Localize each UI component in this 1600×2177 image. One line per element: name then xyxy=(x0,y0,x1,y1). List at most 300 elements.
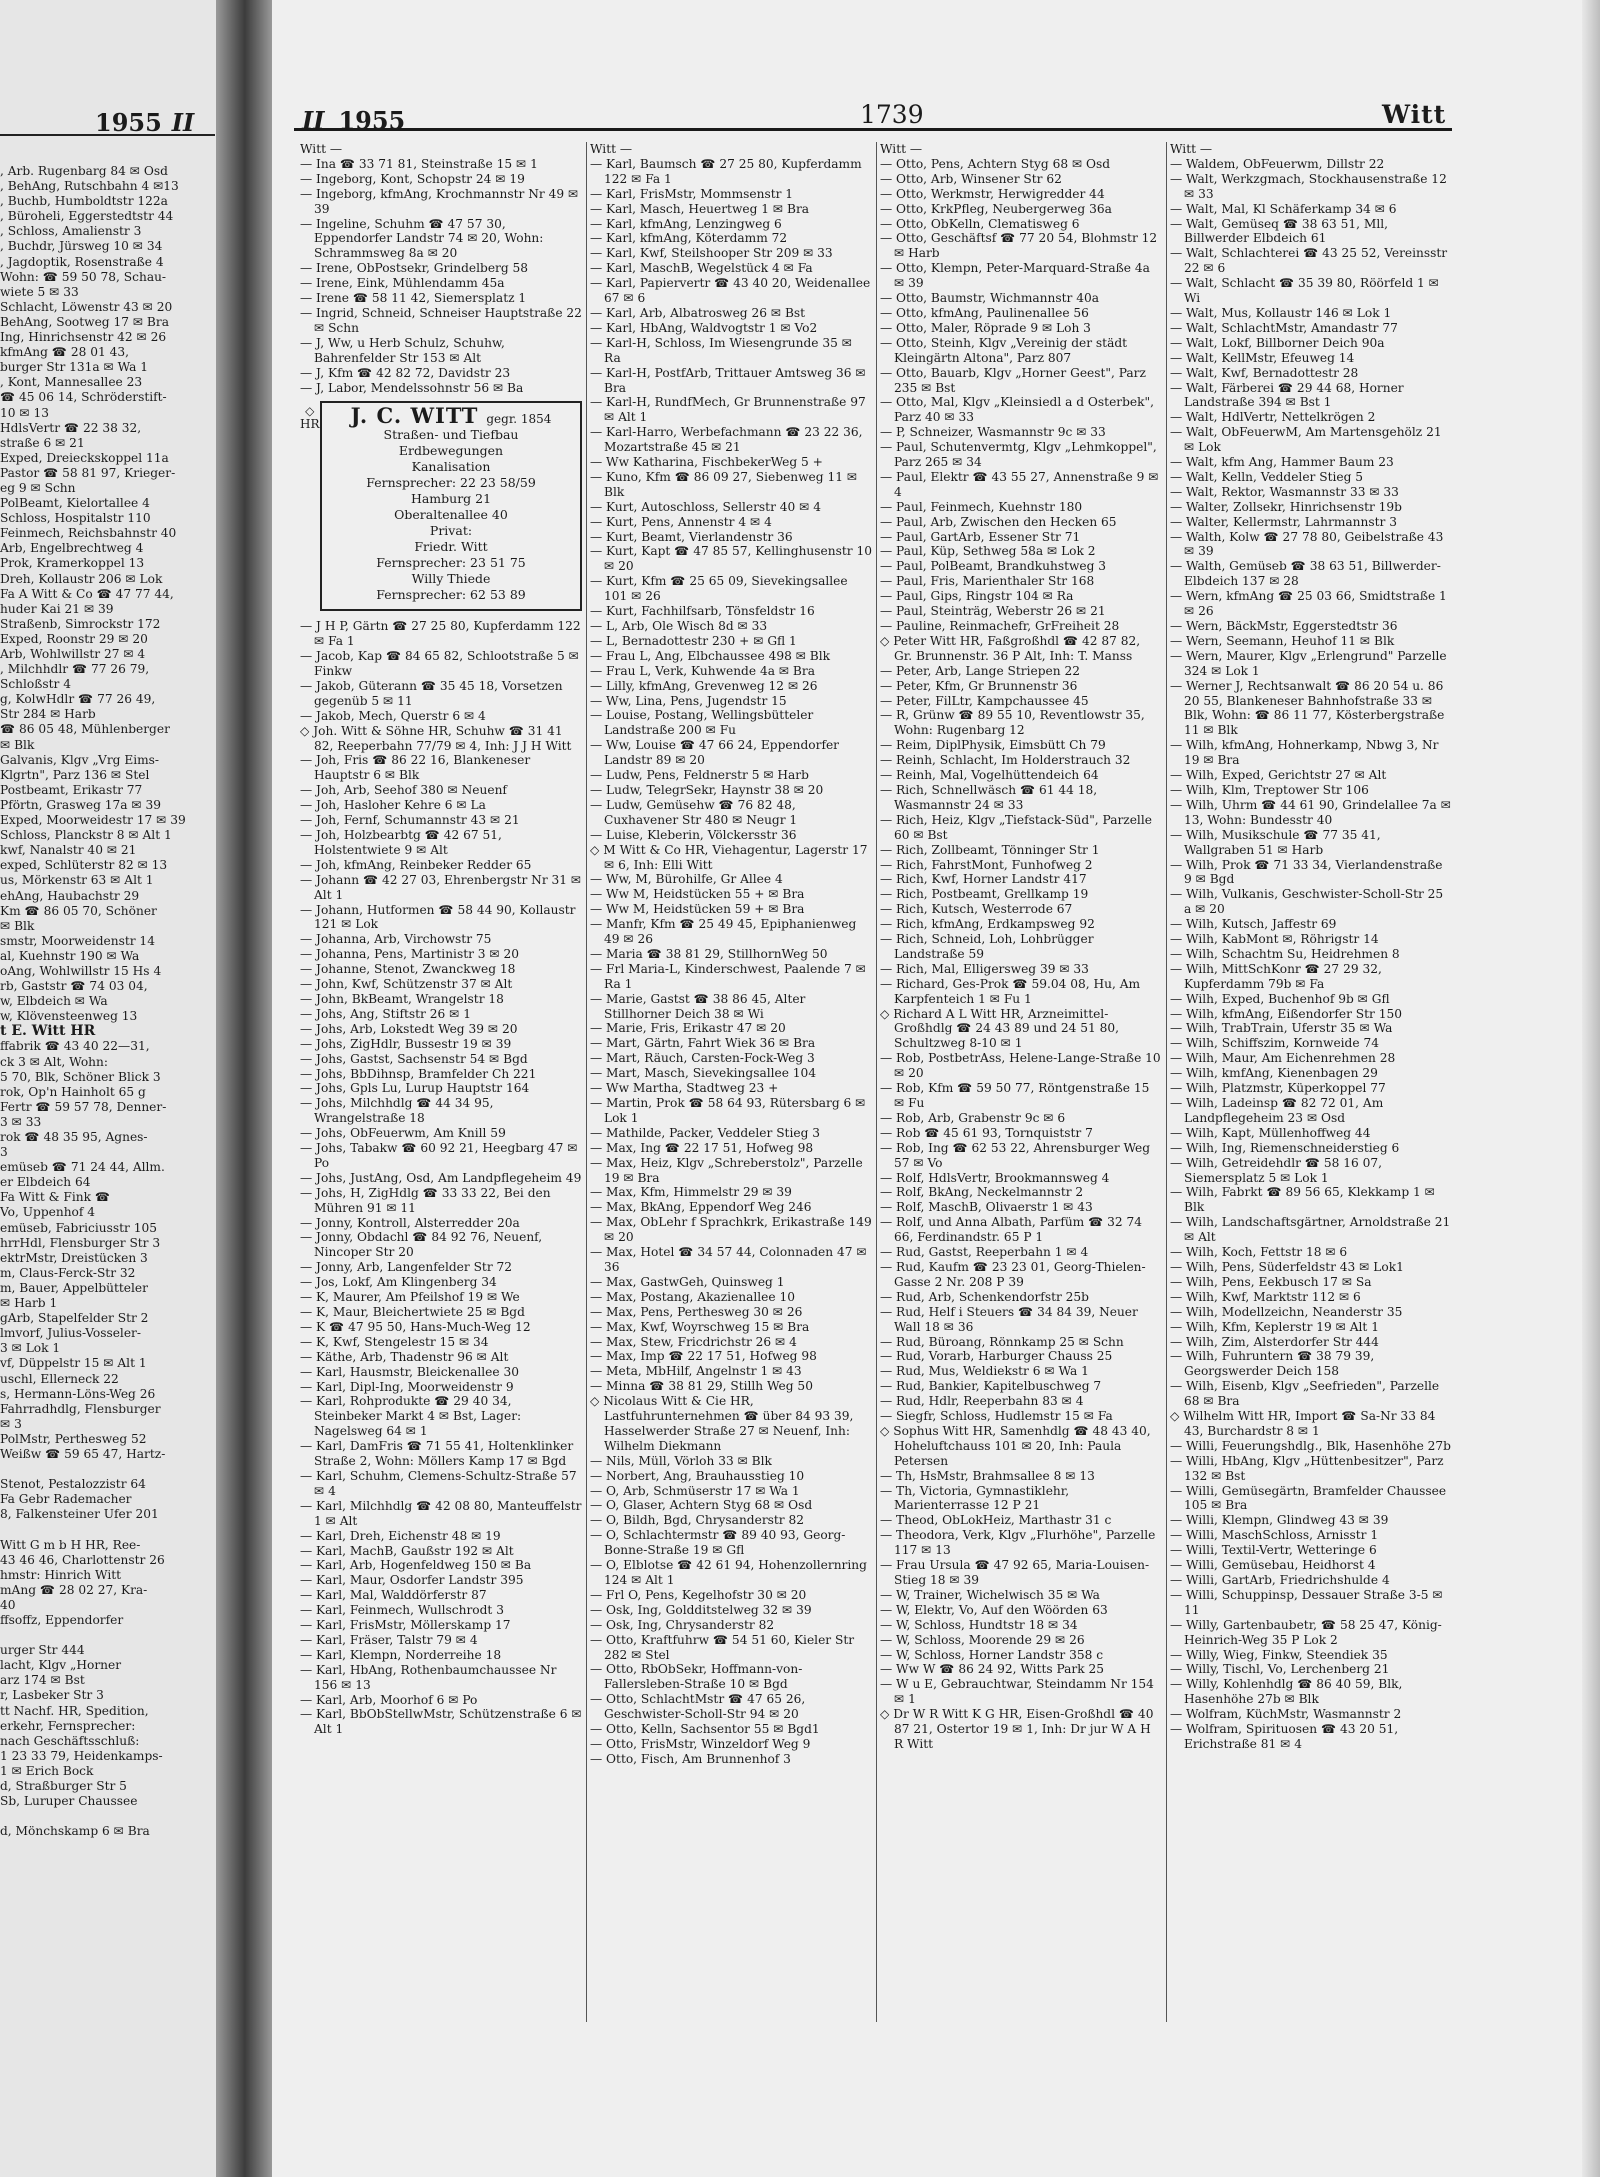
directory-entry: — Paul, Arb, Zwischen den Hecken 65 xyxy=(880,514,1117,529)
left-listing-line: straße 6 ✉ 21 xyxy=(0,435,85,450)
left-listing-line: 10 ✉ 13 xyxy=(0,405,49,420)
directory-entry: — Wilh, Musikschule ☎ 77 35 41, Wallgraben 51 ✉ Harb xyxy=(1170,827,1381,857)
directory-entry: — Wilh, Fabrkt ☎ 89 56 65, Klekkamp 1 ✉ Blk xyxy=(1170,1185,1435,1215)
directory-entry: — Karl, BbObStellwMstr, Schützenstraße 6 ✉ Alt 1 xyxy=(300,1707,582,1737)
directory-entry: — Johs, JustAng, Osd, Am Landpflegeheim 49 xyxy=(300,1170,582,1185)
left-listing-line: erkehr, Fernsprecher: xyxy=(0,1718,136,1733)
directory-entry: — O, Bildh, Bgd, Chrysanderstr 82 xyxy=(590,1513,805,1528)
left-listing-line: exped, Schlüterstr 82 ✉ 13 xyxy=(0,858,168,873)
directory-entry: — Wilh, Kfm, Keplerstr 19 ✉ Alt 1 xyxy=(1170,1319,1379,1334)
directory-entry: — Karl, MaschB, Wegelstück 4 ✉ Fa xyxy=(590,261,813,276)
directory-entry: — Ww M, Heidstücken 55 + ✉ Bra xyxy=(590,887,805,902)
directory-entry: — J H P, Gärtn ☎ 27 25 80, Kupferdamm 122 ✉ Fa 1 xyxy=(300,619,581,649)
directory-entry: — Th, HsMstr, Brahmsallee 8 ✉ 13 xyxy=(880,1468,1095,1483)
directory-entry: — Otto, Fisch, Am Brunnenhof 3 xyxy=(590,1751,791,1766)
directory-entry: — Kurt, Pens, Annenstr 4 ✉ 4 xyxy=(590,514,772,529)
left-listing-line: 8, Falkensteiner Ufer 201 xyxy=(0,1507,159,1522)
directory-entry: — Willi, MaschSchloss, Arnisstr 1 xyxy=(1170,1528,1379,1543)
left-listing-line: , Büroheli, Eggerstedtstr 44 xyxy=(0,209,174,224)
left-listing-line: Exped, Dreieckskoppel 11a xyxy=(0,450,169,465)
directory-entry: — Walt, Kelln, Veddeler Stieg 5 xyxy=(1170,469,1364,484)
directory-entry: — Marie, Gastst ☎ 38 86 45, Alter Stillhorner Deich 38 ✉ Wi xyxy=(590,991,806,1021)
directory-entry: — Lilly, kfmAng, Grevenweg 12 ✉ 26 xyxy=(590,678,818,693)
directory-entry: — Walt, Werkzgmach, Stockhausenstraße 12 ✉ 33 xyxy=(1170,171,1447,201)
column-rule xyxy=(586,142,587,2022)
directory-entry: — Walt, Lokf, Billborner Deich 90a xyxy=(1170,335,1385,350)
left-listing-line: Fa Gebr Rademacher xyxy=(0,1492,132,1507)
directory-entry: — Karl, HbAng, Rothenbaumchaussee Nr 156 ✉ 13 xyxy=(300,1662,557,1692)
directory-entry: — Frau L, Verk, Kuhwende 4a ✉ Bra xyxy=(590,663,815,678)
directory-entry: — Richard, Ges-Prok ☎ 59.04 08, Hu, Am Karpfenteich 1 ✉ Fu 1 xyxy=(880,976,1141,1006)
directory-entry: — Karl, Klempn, Norderreihe 18 xyxy=(300,1647,502,1662)
directory-entry: — Rob, Arb, Grabenstr 9c ✉ 6 xyxy=(880,1110,1066,1125)
left-listing-line: ✉ 3 xyxy=(0,1416,22,1431)
directory-entry: — Rud, Gastst, Reeperbahn 1 ✉ 4 xyxy=(880,1245,1089,1260)
directory-entry: — Jakob, Güterann ☎ 35 45 18, Vorsetzen gegenüb 5 ✉ 11 xyxy=(300,678,563,708)
directory-entry: — Max, GastwGeh, Quinsweg 1 xyxy=(590,1274,785,1289)
left-listing-line: hmstr: Hinrich Witt xyxy=(0,1567,122,1582)
directory-entry: — Mart, Gärtn, Fahrt Wiek 36 ✉ Bra xyxy=(590,1036,816,1051)
directory-entry: — Wilh, Pens, Eekbusch 17 ✉ Sa xyxy=(1170,1274,1372,1289)
directory-entry: — Karl, FrisMstr, Möllerskamp 17 xyxy=(300,1618,511,1633)
left-listing-line: gArb, Stapelfelder Str 2 xyxy=(0,1311,149,1326)
directory-entry: — Karl, Rohprodukte ☎ 29 40 34, Steinbeker Markt 4 ✉ Bst, Lager: Nagelsweg 64 ✉ 1 xyxy=(300,1394,522,1439)
left-listing-line: ffsoffz, Eppendorfer xyxy=(0,1613,124,1627)
left-listing-line: Arb, Wohlwillstr 27 ✉ 4 xyxy=(0,647,146,661)
left-listing-line: 1 23 33 79, Heidenkamps- xyxy=(0,1748,163,1763)
left-listing-line: Vo, Uppenhof 4 xyxy=(0,1205,96,1220)
directory-entry: — Rolf, und Anna Albath, Parfüm ☎ 32 74 66, Ferdinandstr. 65 P 1 xyxy=(880,1215,1143,1245)
directory-entry: — Joh, Fernf, Schumannstr 43 ✉ 21 xyxy=(300,813,520,828)
directory-entry: — Otto, FrisMstr, Winzeldorf Weg 9 xyxy=(590,1736,811,1751)
left-listing-line: Galvanis, Klgv „Vrg Eims- xyxy=(0,752,160,767)
left-listing-line: hrrHdl, Flensburger Str 3 xyxy=(0,1235,161,1250)
directory-entry: — Karl, Milchhdlg ☎ 42 08 80, Manteuffelstr 1 ✉ Alt xyxy=(300,1498,582,1528)
directory-entry: — Max, Hotel ☎ 34 57 44, Colonnaden 47 ✉ 36 xyxy=(590,1245,867,1274)
left-listing-line xyxy=(0,1628,215,1643)
directory-entry: — L, Bernadottestr 230 + ✉ Gfl 1 xyxy=(590,633,797,648)
left-listing-line: t E. Witt HR xyxy=(0,1024,96,1040)
directory-entry: — Willi, Schuppinsp, Dessauer Straße 3-5 ✉ 11 xyxy=(1170,1587,1443,1617)
advert-line: Kanalisation xyxy=(411,459,491,475)
directory-entry: — Joh, Hasloher Kehre 6 ✉ La xyxy=(300,798,486,813)
directory-entry: — Walt, Schlacht ☎ 35 39 80, Röörfeld 1 ✉ Wi xyxy=(1170,276,1439,306)
directory-entry: — Willi, Gemüsebau, Heidhorst 4 xyxy=(1170,1558,1376,1573)
directory-entry: — Rob, Kfm ☎ 59 50 77, Röntgenstraße 15 ✉ Fu xyxy=(880,1081,1150,1110)
left-listing-line: Dreh, Kollaustr 206 ✉ Lok xyxy=(0,571,163,586)
directory-entry: — Walt, Mal, Kl Schäferkamp 34 ✉ 6 xyxy=(1170,201,1397,216)
directory-entry: — Johs, ObFeuerwm, Am Knill 59 xyxy=(300,1126,506,1141)
left-listing-line: kwf, Nanalstr 40 ✉ 21 xyxy=(0,843,137,858)
left-listing-line: Ing, Hinrichsenstr 42 ✉ 26 xyxy=(0,330,167,345)
column-4 xyxy=(1170,142,1452,1752)
left-listing-line: arz 174 ✉ Bst xyxy=(0,1673,85,1688)
directory-entry: — Karl-H, Schloss, Im Wiesengrunde 35 ✉ Ra xyxy=(590,335,852,365)
directory-entry: — Wilh, Fuhruntern ☎ 38 79 39, Georgswerder Deich 158 xyxy=(1170,1349,1375,1379)
directory-entry: — O, Elblotse ☎ 42 61 94, Hohenzollernring 124 ✉ Alt 1 xyxy=(590,1558,867,1587)
directory-entry: — Siegfr, Schloss, Hudlemstr 15 ✉ Fa xyxy=(880,1409,1113,1424)
directory-entry: — Joh, Fris ☎ 86 22 16, Blankeneser Hauptstr 6 ✉ Blk xyxy=(300,753,531,783)
directory-entry: — Ina ☎ 33 71 81, Steinstraße 15 ✉ 1 xyxy=(300,156,538,171)
directory-entry: — Rich, FahrstMont, Funhofweg 2 xyxy=(880,857,1093,872)
directory-entry: — Rud, Vorarb, Harburger Chauss 25 xyxy=(880,1349,1113,1364)
column-continuation-header: Witt — xyxy=(1170,142,1213,156)
left-listing-line: w, Klövensteenweg 13 xyxy=(0,1009,138,1024)
directory-entry: — Peter, FilLtr, Kampchaussee 45 xyxy=(880,693,1089,708)
page-number: 1739 xyxy=(860,100,924,129)
directory-entry: — Theod, ObLokHeiz, Marthastr 31 c xyxy=(880,1513,1112,1528)
directory-entry: — Karl, kfmAng, Köterdamm 72 xyxy=(590,231,788,246)
directory-entry: — Wilh, KabMont ✉, Röhrigstr 14 xyxy=(1170,932,1379,947)
left-listing-line: ✉ Blk xyxy=(0,737,35,752)
directory-entry: — Max, Heiz, Klgv „Schreberstolz", Parzelle 19 ✉ Bra xyxy=(590,1155,863,1185)
left-listing-line: Witt G m b H HR, Ree- xyxy=(0,1537,141,1552)
directory-entry: — Otto, KrkPfleg, Neubergerweg 36a xyxy=(880,201,1112,216)
directory-entry: — Maria ☎ 38 81 29, StillhornWeg 50 xyxy=(590,946,828,961)
directory-entry: — Rud, Büroang, Rönnkamp 25 ✉ Schn xyxy=(880,1334,1124,1349)
directory-entry: — Walt, kfm Ang, Hammer Baum 23 xyxy=(1170,455,1394,470)
directory-entry: — Rich, Kwf, Horner Landstr 417 xyxy=(880,872,1087,887)
directory-entry: — Rolf, BkAng, Neckelmannstr 2 xyxy=(880,1185,1084,1200)
left-listing-line: ✉ Harb 1 xyxy=(0,1296,58,1311)
directory-entry: — P, Schneizer, Wasmannstr 9c ✉ 33 xyxy=(880,425,1106,440)
directory-entry: — Otto, RbObSekr, Hoffmann-von-Fallersleben-Straße 10 ✉ Bgd xyxy=(590,1662,803,1692)
directory-entry: — Johs, Gastst, Sachsenstr 54 ✉ Bgd xyxy=(300,1051,528,1066)
directory-entry: — Osk, Ing, Goldditstelweg 32 ✉ 39 xyxy=(590,1602,812,1617)
directory-entry: — Ingeline, Schuhm ☎ 47 57 30, Eppendorfer Landstr 74 ✉ 20, Wohn: Schrammsweg 8a ✉ 20 xyxy=(300,216,544,261)
directory-entry: ◇ Richard A L Witt HR, Arzneimittel-Großhdlg ☎ 24 43 89 und 24 51 80, Schultzweg 8-10 ✉ 1 xyxy=(880,1006,1119,1051)
directory-entry: — Rud, Bankier, Kapitelbuschweg 7 xyxy=(880,1379,1102,1394)
directory-entry: — Wilh, Exped, Gerichtstr 27 ✉ Alt xyxy=(1170,768,1387,783)
directory-entry: — Karl-H, PostfArb, Trittauer Amtsweg 36 ✉ Bra xyxy=(590,365,866,395)
directory-entry: — W, Trainer, Wichelwisch 35 ✉ Wa xyxy=(880,1587,1100,1602)
directory-entry: — Karl, Hausmstr, Bleickenallee 30 xyxy=(300,1364,519,1379)
directory-entry: — Wern, Maurer, Klgv „Erlengrund" Parzelle 324 ✉ Lok 1 xyxy=(1170,648,1447,678)
directory-entry: — Karl, Arb, Albatrosweg 26 ✉ Bst xyxy=(590,305,806,320)
directory-entry: — Paul, Elektr ☎ 43 55 27, Annenstraße 9 ✉ 4 xyxy=(880,469,1159,499)
directory-entry: — Wilh, Kwf, Marktstr 112 ✉ 6 xyxy=(1170,1289,1361,1304)
directory-entry: — Karl, Maur, Osdorfer Landstr 395 xyxy=(300,1573,524,1588)
directory-entry: — Karl, kfmAng, Lenzingweg 6 xyxy=(590,216,782,231)
directory-entry: — Johanna, Arb, Virchowstr 75 xyxy=(300,932,492,947)
directory-entry: — Wilh, Schachtm Su, Heidrehmen 8 xyxy=(1170,946,1400,961)
directory-entry: — Johs, Tabakw ☎ 60 92 21, Heegbarg 47 ✉ Po xyxy=(300,1141,578,1170)
directory-entry: — Manfr, Kfm ☎ 25 49 45, Epiphanienweg 49 ✉ 26 xyxy=(590,917,857,947)
directory-entry: — Willy, Tischl, Vo, Lerchenberg 21 xyxy=(1170,1662,1390,1677)
advert-line: Oberaltenallee 40 xyxy=(394,507,508,523)
left-listing-line: Postbeamt, Erikastr 77 xyxy=(0,782,143,797)
header-year: 1955 xyxy=(338,106,406,135)
directory-entry: — Johs, Arb, Lokstedt Weg 39 ✉ 20 xyxy=(300,1021,518,1036)
directory-entry: — Norbert, Ang, Brauhausstieg 10 xyxy=(590,1468,805,1483)
directory-entry: — Max, Ing ☎ 22 17 51, Hofweg 98 xyxy=(590,1140,814,1155)
left-listing-line: ehAng, Haubachstr 29 xyxy=(0,888,140,903)
directory-entry: — Mart, Masch, Sievekingsallee 104 xyxy=(590,1066,817,1081)
directory-entry: — Max, ObLehr f Sprachkrk, Erikastraße 149 ✉ 20 xyxy=(590,1215,872,1245)
directory-entry: — Walter, Zollsekr, Hinrichsenstr 19b xyxy=(1170,499,1402,514)
advert-line: Friedr. Witt xyxy=(414,539,488,555)
directory-entry: — Walt, Mus, Kollaustr 146 ✉ Lok 1 xyxy=(1170,305,1392,320)
left-listing-line: Pförtn, Grasweg 17a ✉ 39 xyxy=(0,797,162,812)
directory-entry: — Rich, Schnellwäsch ☎ 61 44 18, Wasmannstr 24 ✉ 33 xyxy=(880,782,1098,812)
directory-entry: ◇ M Witt & Co HR, Viehagentur, Lagerstr 17 ✉ 6, Inh: Elli Witt xyxy=(590,842,868,872)
left-listing-line: 3 ✉ 33 xyxy=(0,1114,42,1129)
left-listing-line: eg 9 ✉ Schn xyxy=(0,480,76,495)
left-listing-line xyxy=(0,1462,215,1477)
directory-entry: — Wern, Seemann, Heuhof 11 ✉ Blk xyxy=(1170,633,1395,648)
directory-entry: — Wilh, Klm, Treptower Str 106 xyxy=(1170,782,1369,797)
directory-entry: — Meta, MbHilf, Angelnstr 1 ✉ 43 xyxy=(590,1364,802,1379)
left-listing-line: HdlsVertr ☎ 22 38 32, xyxy=(0,420,142,435)
left-listing-line: , Kont, Mannesallee 23 xyxy=(0,375,143,390)
directory-entry: — Walt, Kwf, Bernadottestr 28 xyxy=(1170,365,1359,380)
left-listing-line: Schloss, Hospitalstr 110 xyxy=(0,511,151,526)
left-listing-line: burger Str 131a ✉ Wa 1 xyxy=(0,360,148,375)
left-listing-line: smstr, Moorweidenstr 14 xyxy=(0,933,155,948)
directory-entry: — Nils, Müll, Vörloh 33 ✉ Blk xyxy=(590,1453,772,1468)
left-listing-line: , Jagdoptik, Rosenstraße 4 xyxy=(0,254,164,269)
left-listing-line: PolBeamt, Kielortallee 4 xyxy=(0,496,150,511)
directory-entry: — Paul, Gips, Ringstr 104 ✉ Ra xyxy=(880,589,1074,604)
directory-entry: — Kurt, Fachhilfsarb, Tönsfeldstr 16 xyxy=(590,604,815,619)
directory-entry: — Ww, Lina, Pens, Jugendstr 15 xyxy=(590,693,787,708)
directory-entry: — Rud, Arb, Schenkendorfstr 25b xyxy=(880,1289,1089,1304)
directory-entry: — Waldem, ObFeuerwm, Dillstr 22 xyxy=(1170,156,1385,171)
directory-entry: — Johann, Hutformen ☎ 58 44 90, Kollaustr 121 ✉ Lok xyxy=(300,902,576,932)
left-listing-line: d, Mönchskamp 6 ✉ Bra xyxy=(0,1824,150,1839)
directory-entry: — Johs, Gpls Lu, Lurup Hauptstr 164 xyxy=(300,1081,530,1096)
directory-entry: — Osk, Ing, Chrysanderstr 82 xyxy=(590,1617,775,1632)
directory-entry: — Karl, Fräser, Talstr 79 ✉ 4 xyxy=(300,1632,478,1647)
left-listing-line: Str 284 ✉ Harb xyxy=(0,707,96,722)
left-page-year: 1955 xyxy=(95,108,162,137)
directory-entry: — Rich, Mal, Elligersweg 39 ✉ 33 xyxy=(880,961,1089,976)
directory-entry: — Kurt, Beamt, Vierlandenstr 36 xyxy=(590,529,793,544)
directory-page xyxy=(272,0,1600,2177)
directory-entry: — Paul, GartArb, Essener Str 71 xyxy=(880,529,1081,544)
directory-entry: — Ingeborg, Kont, Schopstr 24 ✉ 19 xyxy=(300,171,525,186)
left-listing-line: g, KolwHdlr ☎ 77 26 49, xyxy=(0,692,156,707)
directory-entry: — Frau Ursula ☎ 47 92 65, Maria-Louisen-Stieg 18 ✉ 39 xyxy=(880,1558,1150,1587)
directory-entry: — Johs, BbDihnsp, Bramfelder Ch 221 xyxy=(300,1066,537,1081)
running-head: Witt xyxy=(1382,100,1447,129)
left-listing-line: lmvorf, Julius-Vosseler- xyxy=(0,1326,141,1341)
left-listing-line: Exped, Moorweidestr 17 ✉ 39 xyxy=(0,813,186,828)
left-listing-line: nach Geschäftsschluß: xyxy=(0,1733,140,1748)
directory-entry: — Ingrid, Schneid, Schneiser Hauptstraße 22 ✉ Schn xyxy=(300,305,582,335)
directory-entry: — Wilh, Kapt, Müllenhoffweg 44 xyxy=(1170,1125,1371,1140)
directory-entry: — O, Schlachtermstr ☎ 89 40 93, Georg-Bonne-Straße 19 ✉ Gfl xyxy=(590,1528,846,1558)
directory-entry: — Otto, Bauarb, Klgv „Horner Geest", Parz 235 ✉ Bst xyxy=(880,365,1146,395)
left-listing-line: Weißw ☎ 59 65 47, Hartz- xyxy=(0,1446,166,1461)
directory-entry: — Rud, Helf i Steuers ☎ 34 84 39, Neuer Wall 18 ✉ 36 xyxy=(880,1304,1138,1334)
directory-entry: — Paul, Steinträg, Weberstr 26 ✉ 21 xyxy=(880,604,1106,619)
directory-entry: — Wilh, Exped, Buchenhof 9b ✉ Gfl xyxy=(1170,991,1390,1006)
directory-entry: — Karl, Masch, Heuertweg 1 ✉ Bra xyxy=(590,201,810,216)
left-listing-line: Schloßstr 4 xyxy=(0,677,72,692)
column-continuation-header: Witt — xyxy=(300,142,343,156)
directory-entry: — Wilh, Maur, Am Eichenrehmen 28 xyxy=(1170,1051,1396,1066)
left-listing-line: tt Nachf. HR, Spedition, xyxy=(0,1703,149,1718)
directory-entry: — Willi, HbAng, Klgv „Hüttenbesitzer", Parz 132 ✉ Bst xyxy=(1170,1453,1444,1483)
directory-entry: — Wilh, Pens, Süderfeldstr 43 ✉ Lok1 xyxy=(1170,1259,1404,1274)
left-listing-line: , Buchb, Humboldtstr 122a xyxy=(0,194,168,209)
directory-entry: ◇ Wilhelm Witt HR, Import ☎ Sa-Nr 33 84 43, Burchardstr 8 ✉ 1 xyxy=(1170,1409,1436,1438)
directory-entry: — Walth, Gemüseb ☎ 38 63 51, Billwerder-Elbdeich 137 ✉ 28 xyxy=(1170,559,1441,589)
directory-entry: — Wilh, Platzmstr, Küperkoppel 77 xyxy=(1170,1081,1386,1096)
directory-entry: — Rud, Mus, Weldiekstr 6 ✉ Wa 1 xyxy=(880,1364,1089,1379)
directory-entry: — Max, Postang, Akazienallee 10 xyxy=(590,1289,795,1304)
left-listing-line: , BehAng, Rutschbahn 4 ✉13 xyxy=(0,179,179,194)
directory-entry: — Otto, Kelln, Sachsentor 55 ✉ Bgd1 xyxy=(590,1722,820,1737)
left-listing-line: al, Kuehnstr 190 ✉ Wa xyxy=(0,948,140,963)
column-1 xyxy=(300,142,582,1737)
directory-entry: — Ww M, Heidstücken 59 + ✉ Bra xyxy=(590,902,805,917)
directory-entry: — Paul, Küp, Sethweg 58a ✉ Lok 2 xyxy=(880,544,1096,559)
left-listing-line: Fertr ☎ 59 57 78, Denner- xyxy=(0,1099,167,1114)
directory-entry: — Willy, Kohlenhdlg ☎ 86 40 59, Blk, Hasenhöhe 27b ✉ Blk xyxy=(1170,1677,1403,1707)
directory-entry: — Wilh, kfmAng, Hohnerkamp, Nbwg 3, Nr 19 ✉ Bra xyxy=(1170,738,1439,768)
directory-entry: — Willy, Gartenbaubetr, ☎ 58 25 47, König-Heinrich-Weg 35 P Lok 2 xyxy=(1170,1617,1442,1647)
directory-entry: — Irene ☎ 58 11 42, Siemersplatz 1 xyxy=(300,291,527,306)
left-listing-line: vf, Düppelstr 15 ✉ Alt 1 xyxy=(0,1356,147,1371)
left-listing-line: ck 3 ✉ Alt, Wohn: xyxy=(0,1054,108,1069)
directory-entry: — Wilh, Koch, Fettstr 18 ✉ 6 xyxy=(1170,1245,1348,1260)
directory-entry: — Karl, Kwf, Steilshooper Str 209 ✉ 33 xyxy=(590,246,833,261)
left-listing-line: w, Elbdeich ✉ Wa xyxy=(0,994,108,1009)
directory-entry: — Johs, H, ZigHdlg ☎ 33 33 22, Bei den Mühren 91 ✉ 11 xyxy=(300,1185,551,1215)
directory-entry: — K ☎ 47 95 50, Hans-Much-Weg 12 xyxy=(300,1319,531,1334)
directory-entry: — Jos, Lokf, Am Klingenberg 34 xyxy=(300,1275,497,1290)
directory-entry: — Wilh, kfmAng, Eißendorfer Str 150 xyxy=(1170,1006,1403,1021)
directory-entry: — Karl, Feinmech, Wullschrodt 3 xyxy=(300,1603,504,1618)
directory-entry: — Karl, Schuhm, Clemens-Schultz-Straße 57 ✉ 4 xyxy=(300,1468,577,1498)
advert-line: Fernsprecher: 22 23 58/59 xyxy=(366,475,536,491)
left-listing-line: PolMstr, Perthesweg 52 xyxy=(0,1431,147,1446)
directory-entry: — Jacob, Kap ☎ 84 65 82, Schlootstraße 5 ✉ Finkw xyxy=(300,649,579,679)
directory-entry: — Walter, Kellermstr, Lahrmannstr 3 xyxy=(1170,514,1397,529)
advert-name: J. C. WITT xyxy=(350,403,479,429)
directory-entry: — Wolfram, KüchMstr, Wasmannstr 2 xyxy=(1170,1707,1402,1722)
directory-entry: — W, Elektr, Vo, Auf den Wöörden 63 xyxy=(880,1602,1108,1617)
directory-entry: — Wilh, Zim, Alsterdorfer Str 444 xyxy=(1170,1334,1379,1349)
column-2 xyxy=(590,142,872,1767)
directory-entry: — Otto, Baumstr, Wichmannstr 40a xyxy=(880,291,1099,306)
directory-entry: — Walt, Gemüseq ☎ 38 63 51, Mll, Billwerder Elbdeich 61 xyxy=(1170,216,1389,246)
left-listing-line: ffabrik ☎ 43 40 22—31, xyxy=(0,1039,150,1054)
directory-entry: — Johs, Milchhdlg ☎ 44 34 95, Wrangelstraße 18 xyxy=(300,1096,494,1126)
left-listing-line: m, Bauer, Appelbütteler xyxy=(0,1280,148,1295)
left-listing-line: Prok, Kramerkoppel 13 xyxy=(0,556,145,571)
directory-entry: ◇ Joh. Witt & Söhne HR, Schuhw ☎ 31 41 82, Reeperbahn 77/79 ✉ 4, Inh: J J H Witt xyxy=(300,723,572,753)
directory-entry: — Willi, Feuerungshdlg., Blk, Hasenhöhe 27b xyxy=(1170,1438,1451,1453)
directory-entry: — Otto, kfmAng, Paulinenallee 56 xyxy=(880,305,1089,320)
left-listing-line: ☎ 86 05 48, Mühlenberger xyxy=(0,722,170,737)
directory-entry: — Ludw, Gemüsehw ☎ 76 82 48, Cuxhavener Str 480 ✉ Neugr 1 xyxy=(590,797,798,827)
directory-entry: — Willy, Wieg, Finkw, Steendiek 35 xyxy=(1170,1647,1388,1662)
left-page-volume: II xyxy=(171,108,195,137)
left-page-listing xyxy=(0,164,215,1839)
left-listing-line: s, Hermann-Löns-Weg 26 xyxy=(0,1386,156,1401)
header-roman: II xyxy=(302,106,325,135)
left-listing-line: Sb, Luruper Chaussee xyxy=(0,1794,138,1809)
directory-entry: — Jonny, Kontroll, Alsterredder 20a xyxy=(300,1215,520,1230)
directory-entry: — Irene, ObPostsekr, Grindelberg 58 xyxy=(300,261,529,276)
directory-entry: — Max, Imp ☎ 22 17 51, Hofweg 98 xyxy=(590,1349,817,1364)
left-listing-line: Schlacht, Löwenstr 43 ✉ 20 xyxy=(0,299,173,314)
directory-entry: — Willi, Klempn, Glindweg 43 ✉ 39 xyxy=(1170,1513,1389,1528)
directory-entry: — O, Arb, Schmüserstr 17 ✉ Wa 1 xyxy=(590,1483,800,1498)
directory-entry: — Willi, GartArb, Friedrichshulde 4 xyxy=(1170,1573,1390,1587)
directory-entry: — Walt, Färberei ☎ 29 44 68, Horner Landstraße 394 ✉ Bst 1 xyxy=(1170,380,1404,410)
directory-entry: — Wilh, Getreidehdlr ☎ 58 16 07, Siemersplatz 5 ✉ Lok 1 xyxy=(1170,1155,1383,1185)
directory-entry: ◇ Dr W R Witt K G HR, Eisen-Großhdl ☎ 40 87 21, Ostertor 19 ✉ 1, Inh: Dr jur W A H R Witt xyxy=(880,1707,1154,1751)
left-listing-line: Pastor ☎ 58 81 97, Krieger- xyxy=(0,465,176,480)
directory-entry: — Wilh, Uhrm ☎ 44 61 90, Grindelallee 7a ✉ 13, Wohn: Bundesstr 40 xyxy=(1170,797,1451,827)
directory-entry: — Rud, Kaufm ☎ 23 23 01, Georg-Thielen-Gasse 2 Nr. 208 P 39 xyxy=(880,1259,1146,1289)
directory-entry: — Reim, DiplPhysik, Eimsbütt Ch 79 xyxy=(880,738,1106,753)
directory-entry: — Wilh, Prok ☎ 71 33 34, Vierlandenstraße 9 ✉ Bgd xyxy=(1170,857,1443,887)
left-listing-line: rb, Gaststr ☎ 74 03 04, xyxy=(0,979,148,994)
directory-entry: — Karl, HbAng, Waldvogtstr 1 ✉ Vo2 xyxy=(590,320,818,335)
left-listing-line: emüseb ☎ 71 24 44, Allm. xyxy=(0,1160,165,1175)
left-listing-line: , Milchhdlr ☎ 77 26 79, xyxy=(0,662,150,677)
directory-entry: — Wilh, Landschaftsgärtner, Arnoldstraße 21 ✉ Alt xyxy=(1170,1215,1451,1245)
directory-entry: — Rich, Zollbeamt, Tönninger Str 1 xyxy=(880,842,1100,857)
directory-entry: — Otto, Geschäftsf ☎ 77 20 54, Blohmstr 12 ✉ Harb xyxy=(880,231,1158,261)
left-header-rule xyxy=(0,134,215,136)
page-header xyxy=(272,96,1452,135)
directory-entry: — Otto, Werkmstr, Herwigredder 44 xyxy=(880,186,1105,201)
left-listing-line xyxy=(0,1522,215,1537)
left-listing-line: r, Lasbeker Str 3 xyxy=(0,1688,104,1703)
directory-entry: — Max, BkAng, Eppendorf Weg 246 xyxy=(590,1200,812,1215)
directory-entry: — L, Arb, Ole Wisch 8d ✉ 33 xyxy=(590,619,768,633)
directory-entry: — J, Ww, u Herb Schulz, Schuhw, Bahrenfelder Str 153 ✉ Alt xyxy=(300,335,505,365)
directory-entry: — W, Schloss, Moorende 29 ✉ 26 xyxy=(880,1632,1085,1647)
directory-entry: — Karl, MachB, Gaußstr 192 ✉ Alt xyxy=(300,1543,514,1558)
directory-entry: — Ww W ☎ 86 24 92, Witts Park 25 xyxy=(880,1662,1105,1677)
left-listing-line: Arb, Engelbrechtweg 4 xyxy=(0,541,144,556)
directory-entry: — Otto, Maler, Röprade 9 ✉ Loh 3 xyxy=(880,320,1091,335)
directory-entry: ◇ Sophus Witt HR, Samenhdlg ☎ 48 43 40, Hoheluftchauss 101 ✉ 20, Inh: Paula Petersen xyxy=(880,1423,1151,1468)
directory-entry: — Otto, ObKelln, Clematisweg 6 xyxy=(880,216,1080,231)
directory-entry: — Karl-H, RundfMech, Gr Brunnenstraße 97 ✉ Alt 1 xyxy=(590,395,866,425)
directory-entry: — Werner J, Rechtsanwalt ☎ 86 20 54 u. 86 20 55, Blankeneser Bahnhofstraße 33 ✉ Blk, Wohn: ☎ 86 11 77, Kösterbergstraße 11 ✉ Blk xyxy=(1170,678,1445,738)
directory-entry: — Karl, FrisMstr, Mommsenstr 1 xyxy=(590,186,794,201)
directory-entry: — Otto, Steinh, Klgv „Vereinig der städt Kleingärtn Altona", Parz 807 xyxy=(880,335,1128,365)
advert-line: Fernsprecher: 62 53 89 xyxy=(376,587,526,603)
directory-entry: — Wilh, Ing, Riemenschneiderstieg 6 xyxy=(1170,1140,1400,1155)
directory-entry: — Wern, kfmAng ☎ 25 03 66, Smidtstraße 1 ✉ 26 xyxy=(1170,589,1447,619)
directory-entry: — Peter, Arb, Lange Striepen 22 xyxy=(880,663,1080,678)
directory-entry: — Joh, Arb, Seehof 380 ✉ Neuenf xyxy=(300,783,507,798)
directory-entry: — Karl, Baumsch ☎ 27 25 80, Kupferdamm 122 ✉ Fa 1 xyxy=(590,156,862,186)
directory-entry: — Mathilde, Packer, Veddeler Stieg 3 xyxy=(590,1125,820,1140)
directory-entry: — Otto, Arb, Winsener Str 62 xyxy=(880,171,1062,186)
left-listing-line: lacht, Klgv „Horner xyxy=(0,1658,122,1673)
directory-entry: — Ingeborg, kfmAng, Krochmannstr Nr 49 ✉ 39 xyxy=(300,186,579,216)
left-listing-line: oAng, Wohlwillstr 15 Hs 4 xyxy=(0,963,162,978)
directory-entry: — Th, Victoria, Gymnastiklehr, Marienterrasse 12 P 21 xyxy=(880,1483,1070,1513)
directory-entry: — Wilh, TrabTrain, Uferstr 35 ✉ Wa xyxy=(1170,1021,1393,1036)
directory-entry: — Peter, Kfm, Gr Brunnenstr 36 xyxy=(880,678,1078,693)
left-listing-line: emüseb, Fabriciusstr 105 xyxy=(0,1220,157,1235)
directory-entry: — Paul, Fris, Marienthaler Str 168 xyxy=(880,574,1095,589)
directory-entry: — Karl-Harro, Werbefachmann ☎ 23 22 36, Mozartstraße 45 ✉ 21 xyxy=(590,425,863,455)
directory-entry: — W, Schloss, Horner Landstr 358 c xyxy=(880,1647,1104,1662)
directory-entry: — Rolf, MaschB, Olivaerstr 1 ✉ 43 xyxy=(880,1200,1093,1215)
